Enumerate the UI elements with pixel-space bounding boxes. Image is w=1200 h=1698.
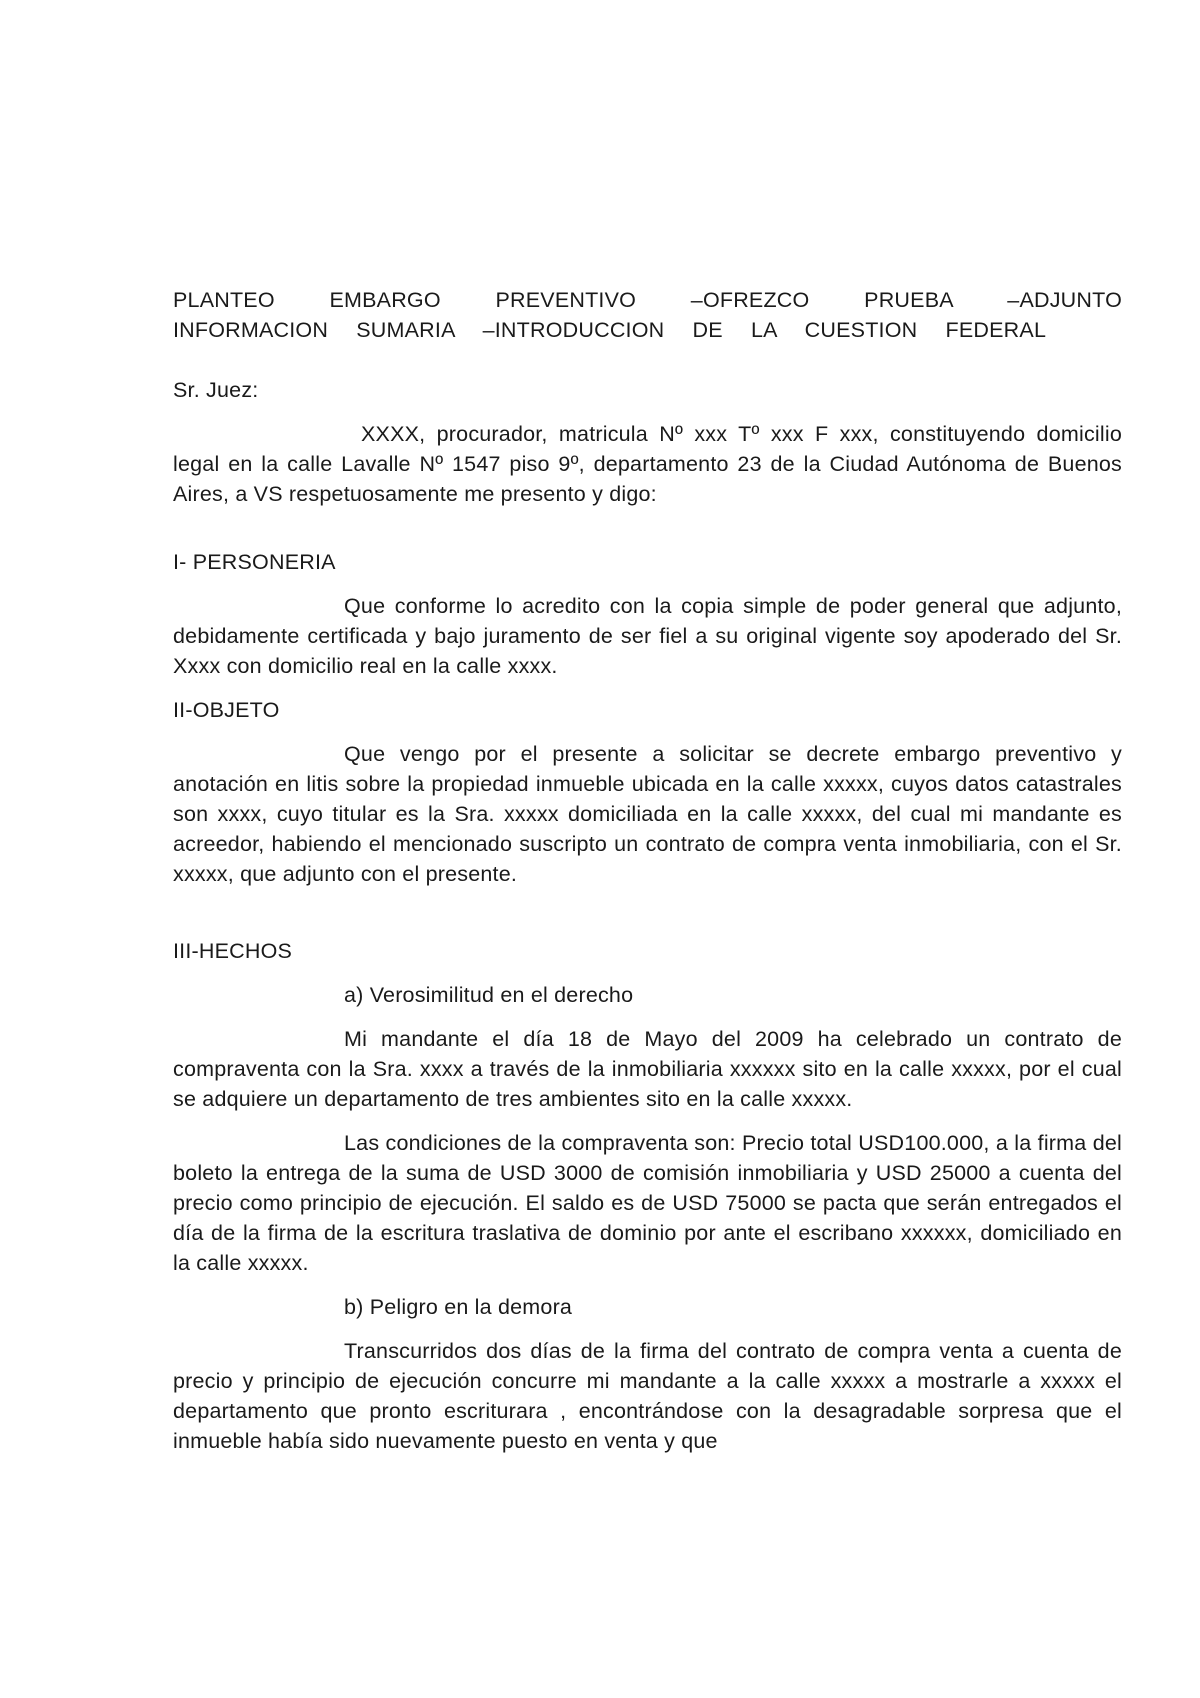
- section-heading-hechos: III-HECHOS: [173, 939, 293, 963]
- section-heading-personeria: I- PERSONERIA: [173, 550, 336, 574]
- title-line-2: INFORMACION SUMARIA –INTRODUCCION DE LA CUESTION FEDERAL: [173, 318, 1047, 342]
- document-title: [173, 285, 1122, 345]
- salutation: Sr. Juez:: [173, 378, 259, 402]
- subheading-verosimilitud: a) Verosimilitud en el derecho: [344, 983, 634, 1007]
- personeria-paragraph: Que conforme lo acredito con la copia simple de poder general que adjunto, debidamente certificada y bajo juramento de ser fiel a su original vigente soy apoderado del Sr. Xxxx con domicilio real en la calle xxxx.: [173, 594, 1122, 678]
- subheading-peligro-demora: b) Peligro en la demora: [344, 1295, 573, 1319]
- objeto-paragraph: Que vengo por el presente a solicitar se decrete embargo preventivo y anotación en litis sobre la propiedad inmueble ubicada en la calle xxxxx, cuyos datos catastrales son xxxx, cuyo titular es la Sra. xxxxx domiciliada en la calle xxxxx, del cual mi mandante es acreedor, habiendo el mencionado suscripto un contrato de compra venta inmobiliaria, con el Sr. xxxxx, que adjunto con el presente.: [173, 742, 1122, 886]
- document-body: [173, 285, 1122, 1456]
- intro-paragraph: XXXX, procurador, matricula Nº xxx Tº xxx F xxx, constituyendo domicilio legal en la calle Lavalle Nº 1547 piso 9º, departamento 23 de la Ciudad Autónoma de Buenos Aires, a VS respetuosamente me presento y digo:: [173, 422, 1122, 506]
- title-line-1: PLANTEO EMBARGO PREVENTIVO –OFREZCO PRUEBA –ADJUNTO: [173, 288, 1122, 312]
- hechos-paragraph-3: Transcurridos dos días de la firma del contrato de compra venta a cuenta de precio y principio de ejecución concurre mi mandante a la calle xxxxx a mostrarle a xxxxx el departamento que pronto escriturara , encontrándose con la desagradable sorpresa que el inmueble había sido nuevamente puesto en venta y que: [173, 1339, 1122, 1453]
- section-heading-objeto: II-OBJETO: [173, 698, 280, 722]
- hechos-paragraph-1: Mi mandante el día 18 de Mayo del 2009 ha celebrado un contrato de compraventa con la Sra. xxxx a través de la inmobiliaria xxxxxx sito en la calle xxxxx, por el cual se adquiere un departamento de tres ambientes sito en la calle xxxxx.: [173, 1027, 1122, 1111]
- hechos-paragraph-2: Las condiciones de la compraventa son: Precio total USD100.000, a la firma del boleto la entrega de la suma de USD 3000 de comisión inmobiliaria y USD 25000 a cuenta del precio como principio de ejecución. El saldo es de USD 75000 se pacta que serán entregados el día de la firma de la escritura traslativa de dominio por ante el escribano xxxxxx, domiciliado en la calle xxxxx.: [173, 1131, 1122, 1275]
